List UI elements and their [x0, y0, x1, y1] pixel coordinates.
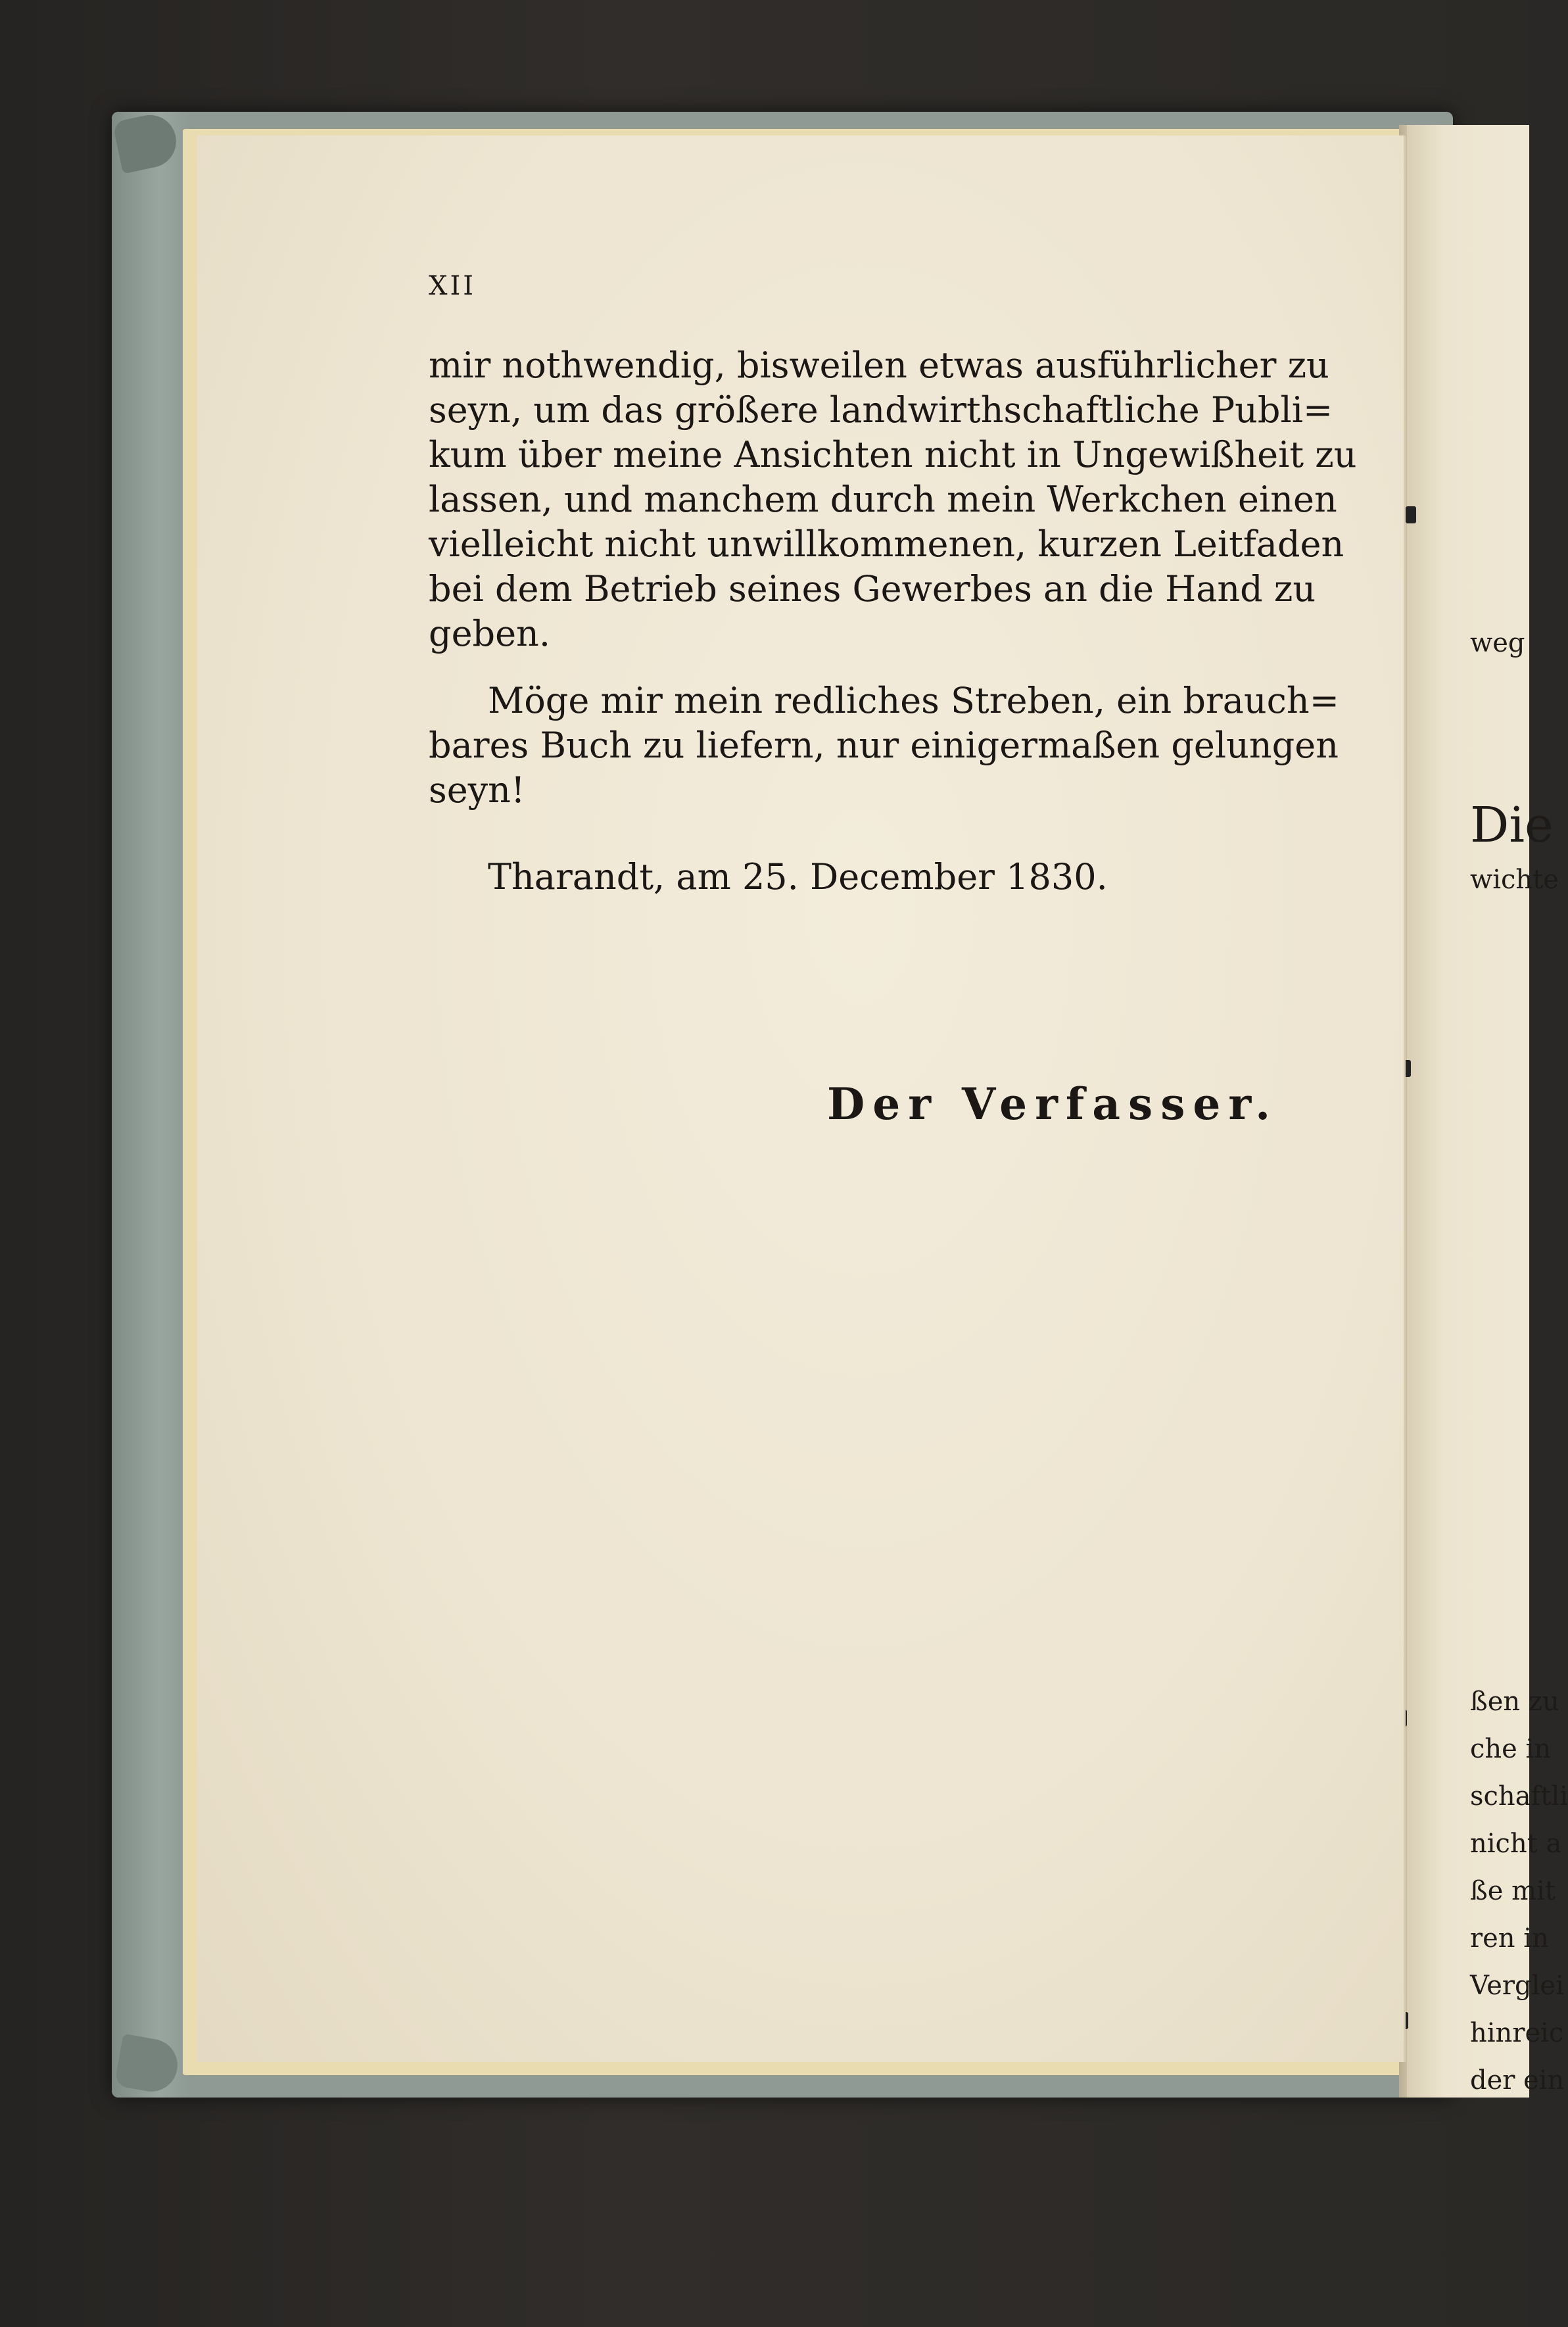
- paragraph-line: geben.: [429, 613, 550, 654]
- page-number: XII: [429, 271, 477, 301]
- next-page-fragment: ßen zu: [1470, 1687, 1559, 1717]
- paragraph-line: seyn, um das größere landwirthschaftliche Publi=: [429, 389, 1333, 431]
- signature: Der Verfasser.: [827, 1078, 1279, 1130]
- next-page-fragment: wichte: [1470, 865, 1559, 895]
- place-date: Tharandt, am 25. December 1830.: [488, 856, 1108, 898]
- next-page-fragment: weg: [1470, 628, 1525, 658]
- paragraph-line: kum über meine Ansichten nicht in Ungewißheit zu: [429, 434, 1357, 475]
- paragraph-line: mir nothwendig, bisweilen etwas ausführlicher zu: [429, 345, 1329, 386]
- paragraph-line: bares Buch zu liefern, nur einigermaßen gelungen: [429, 725, 1339, 766]
- paragraph-line: lassen, und manchem durch mein Werkchen einen: [429, 479, 1337, 520]
- next-page-fragment: hinreic: [1470, 2018, 1564, 2048]
- next-page-fragment: ße mit: [1470, 1876, 1556, 1906]
- next-page-fragment: Verglei: [1470, 1971, 1564, 2001]
- next-page-fragment: che in: [1470, 1734, 1552, 1764]
- paragraph-line: bei dem Betrieb seines Gewerbes an die Hand zu: [429, 568, 1316, 610]
- cover-spine-edge: [112, 112, 191, 2098]
- binding-pin: [1406, 506, 1416, 523]
- paragraph-line: vielleicht nicht unwillkommenen, kurzen Leitfaden: [429, 523, 1344, 565]
- paragraph-line: Möge mir mein redliches Streben, ein brauch=: [488, 680, 1339, 721]
- next-page-fragment: schaftli: [1470, 1781, 1568, 1811]
- paragraph-line: seyn!: [429, 769, 525, 811]
- next-page-fragment: nicht a: [1470, 1829, 1562, 1859]
- next-page-fragment: der ein: [1470, 2065, 1565, 2096]
- next-page-fragment: ren in: [1470, 1923, 1549, 1954]
- next-page-initial: Die: [1470, 797, 1554, 853]
